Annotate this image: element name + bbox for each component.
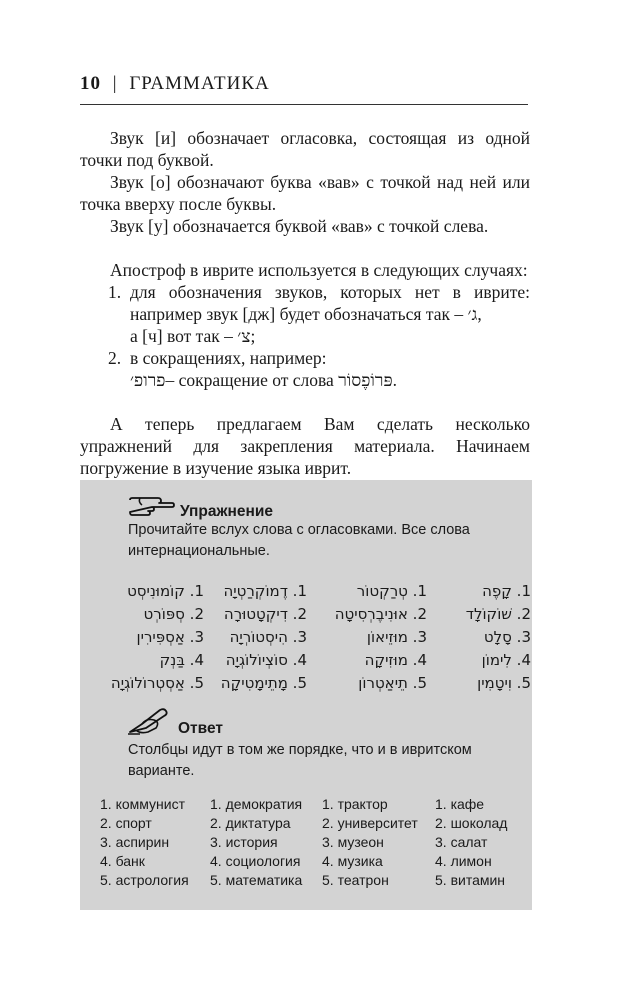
- hebrew-word: 5. אַסְטְרוֹלוֹגְיָה: [110, 674, 204, 692]
- writing-hand-icon: [126, 706, 174, 736]
- russian-word: 3. салат: [435, 834, 488, 850]
- russian-word: 4. банк: [100, 853, 145, 869]
- hebrew-word: 2. אוּנִיבֶרְסִיטָה: [334, 605, 427, 623]
- header-rule: [80, 104, 528, 105]
- pointing-hand-icon: [128, 494, 176, 518]
- apostrophe-section: [80, 259, 530, 391]
- hebrew-word: 1. דֶמוֹקְרַטְיָה: [223, 582, 307, 600]
- russian-word: 1. кафе: [435, 796, 485, 812]
- answer-title: Ответ: [178, 720, 223, 737]
- header-separator: |: [112, 73, 118, 94]
- hebrew-word: 3. אַסְפִּירִין: [136, 628, 204, 646]
- paragraph-u-sound: Звук [у] обозначается буквой «вав» с точкой слева.: [110, 216, 489, 236]
- intro-exercise: [80, 413, 530, 479]
- russian-word: 1. трактор: [322, 796, 388, 812]
- russian-word: 1. демократия: [210, 796, 303, 812]
- hebrew-word: 3. סָלָט: [483, 628, 531, 646]
- hebrew-column-2: [335, 580, 427, 695]
- list-number: 2.: [108, 348, 122, 368]
- hebrew-word: 1. טְרַקְטוֹר: [356, 582, 427, 600]
- hebrew-word: 2. שׁוֹקוֹלָד: [465, 605, 531, 623]
- hebrew-word: 4. סוֹצְיוֹלוֹגְיָה: [225, 651, 307, 669]
- russian-word: 5. астрология: [100, 872, 189, 888]
- russian-column-3: [322, 795, 418, 890]
- hebrew-word: 1. קָפֶה: [482, 582, 531, 600]
- hebrew-word: 2. דִיקְטָטוּרָה: [223, 605, 307, 623]
- russian-word: 1. коммунист: [100, 796, 186, 812]
- paragraph-o-sound: Звук [о] обозначают буква «вав» с точкой над ней или точка вверху после буквы.: [80, 172, 530, 214]
- russian-column-4: [435, 795, 507, 890]
- russian-word: 5. витамин: [435, 872, 506, 888]
- hebrew-column-3: [221, 580, 307, 695]
- body-text: [80, 127, 530, 237]
- exercise-title: Упражнение: [180, 503, 273, 520]
- hebrew-word: 4. לִימוֹן: [481, 651, 531, 669]
- list-item-1: [80, 281, 530, 325]
- russian-word: 5. математика: [210, 872, 303, 888]
- russian-word: 2. шоколад: [435, 815, 508, 831]
- hebrew-word: 3. מוּזֵיאוֹן: [366, 628, 427, 646]
- russian-word: 3. аспирин: [100, 834, 170, 850]
- hebrew-word: 4. מוּזִיקָה: [364, 651, 427, 669]
- hebrew-word: 5. וִיטָמִין: [477, 674, 531, 692]
- hebrew-word: 5. תֵיאַטְרוֹן: [358, 674, 427, 692]
- answer-note: Столбцы идут в том же порядке, что и в ивритском варианте.: [128, 742, 472, 779]
- list-number: 1.: [108, 282, 122, 302]
- hebrew-word: 4. בַּנְק: [159, 651, 204, 669]
- page-number: 10: [80, 73, 101, 94]
- russian-column-1: [100, 795, 189, 890]
- list-item-1-sub: а [ч] вот так – צ׳;: [130, 326, 256, 346]
- page-header: [80, 73, 530, 95]
- hebrew-word: 3. הִיסְטוֹרְיָה: [229, 628, 307, 646]
- russian-word: 3. история: [210, 834, 278, 850]
- hebrew-column-4: [111, 580, 204, 695]
- russian-word: 2. диктатура: [210, 815, 291, 831]
- list-item-text: для обозначения звуков, которых нет в иврите: например звук [дж] будет обозначаться так – ג׳,: [130, 282, 530, 324]
- russian-word: 4. социология: [210, 853, 301, 869]
- russian-word: 4. музика: [322, 853, 383, 869]
- russian-word: 2. спорт: [100, 815, 152, 831]
- paragraph-i-sound: Звук [и] обозначает огласовка, состоящая из одной точки под буквой.: [80, 128, 530, 170]
- hebrew-word: 1. קוֹמוּנִיסְט: [127, 582, 204, 600]
- exercise-instruction: Прочитайте вслух слова с огласовками. Все слова интернациональные.: [128, 522, 470, 559]
- russian-word: 3. музеон: [322, 834, 384, 850]
- russian-word: 4. лимон: [435, 853, 492, 869]
- hebrew-column-1: [466, 580, 531, 695]
- list-item-2-sub: פרופ׳– сокращение от слова פּרוֹפֶסוֹר.: [130, 370, 398, 390]
- paragraph-apostrophe: Апостроф в иврите используется в следующих случаях:: [110, 260, 528, 280]
- russian-word: 5. театрон: [322, 872, 389, 888]
- hebrew-word: 5. מָתֵימָטִיקָה: [220, 674, 307, 692]
- list-item-2: [80, 347, 530, 369]
- section-title: ГРАММАТИКА: [129, 73, 270, 94]
- russian-column-2: [210, 795, 302, 890]
- list-item-text: в сокращениях, например:: [130, 348, 327, 368]
- hebrew-word: 2. סְפּוֹרְט: [143, 605, 204, 623]
- russian-word: 2. университет: [322, 815, 418, 831]
- paragraph-exercise-intro: А теперь предлагаем Вам сделать несколько упражнений для закрепления материала. Начинаем погружение в изучение языка иврит.: [80, 414, 530, 478]
